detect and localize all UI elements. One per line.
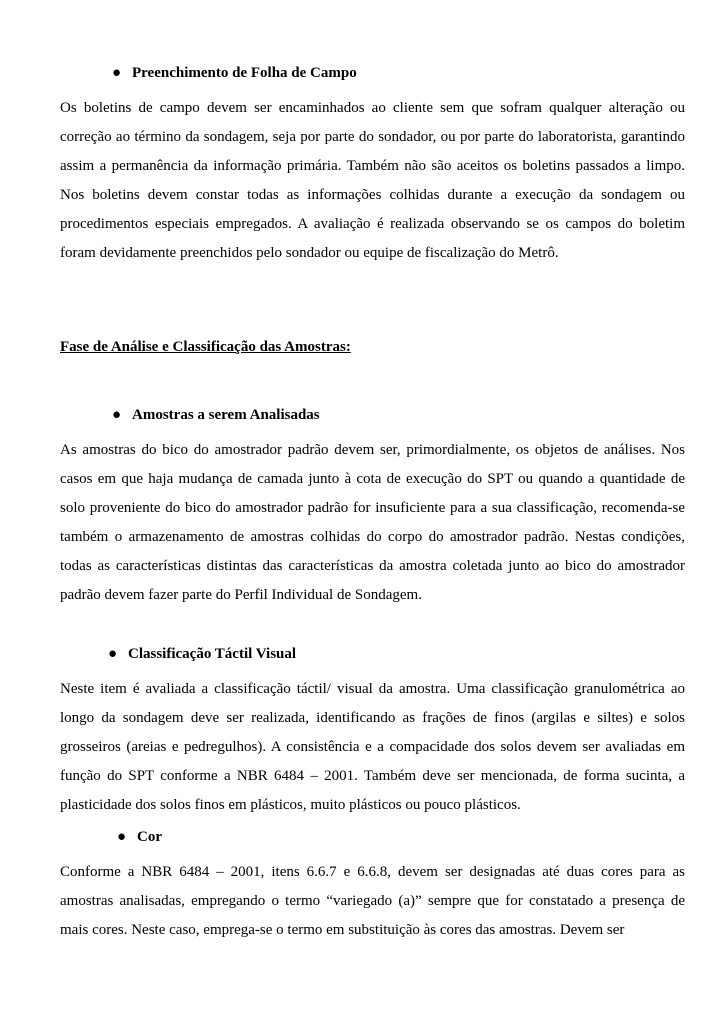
paragraph-preenchimento: Os boletins de campo devem ser encaminhados ao cliente sem que sofram qualquer alteração ou correção ao término da sondagem, seja por parte do sondador, ou por parte do laboratorista, garantindo assim a permanência da informação primária. Também não são aceitos os boletins passados a limpo. Nos boletins devem constar todas as informações colhidas durante a execução da sondagem ou procedimentos especiais empregados. A avaliação é realizada observando se os campos do boletim foram devidamente preenchidos pelo sondador ou equipe de fiscalização do Metrô. <box>60 100 685 261</box>
heading-cor <box>117 828 162 846</box>
paragraph-amostras: As amostras do bico do amostrador padrão devem ser, primordialmente, os objetos de análises. Nos casos em que haja mudança de camada junto à cota de execução do SPT ou quando a quantidade de solo proveniente do bico do amostrador padrão for insuficiente para a sua classificação, recomenda-se também o armazenamento de amostras colhidas do corpo do amostrador padrão. Nestas condições, todas as características distintas das características da amostra coletada junto ao bico do amostrador padrão devem fazer parte do Perfil Individual de Sondagem. <box>60 442 685 603</box>
heading-text: Amostras a serem Analisadas <box>132 407 320 423</box>
paragraph-cor: Conforme a NBR 6484 – 2001, itens 6.6.7 e 6.6.8, devem ser designadas até duas cores para as amostras analisadas, empregando o termo “variegado (a)” sempre que for constatado a presença de mais cores. Neste caso, emprega-se o termo em substituição às cores das amostras. Devem ser <box>60 864 685 938</box>
bullet-icon: ● <box>112 65 122 81</box>
heading-preenchimento <box>112 64 357 82</box>
bullet-icon: ● <box>108 646 118 662</box>
heading-text: Cor <box>137 829 162 845</box>
bullet-icon: ● <box>112 407 122 423</box>
heading-classificacao <box>108 645 296 663</box>
section-title: Fase de Análise e Classificação das Amostras: <box>60 339 351 355</box>
heading-text: Classificação Táctil Visual <box>128 646 297 662</box>
heading-amostras <box>112 406 320 424</box>
heading-text: Preenchimento de Folha de Campo <box>132 65 357 81</box>
bullet-icon: ● <box>117 829 127 845</box>
paragraph-classificacao: Neste item é avaliada a classificação táctil/ visual da amostra. Uma classificação granulométrica ao longo da sondagem deve ser realizada, identificando as frações de finos (argilas e siltes) e solos grosseiros (areias e pedregulhos). A consistência e a compacidade dos solos devem ser avaliadas em função do SPT conforme a NBR 6484 – 2001. Também deve ser mencionada, de forma sucinta, a plasticidade dos solos finos em plásticos, muito plásticos ou pouco plásticos. <box>60 681 685 813</box>
